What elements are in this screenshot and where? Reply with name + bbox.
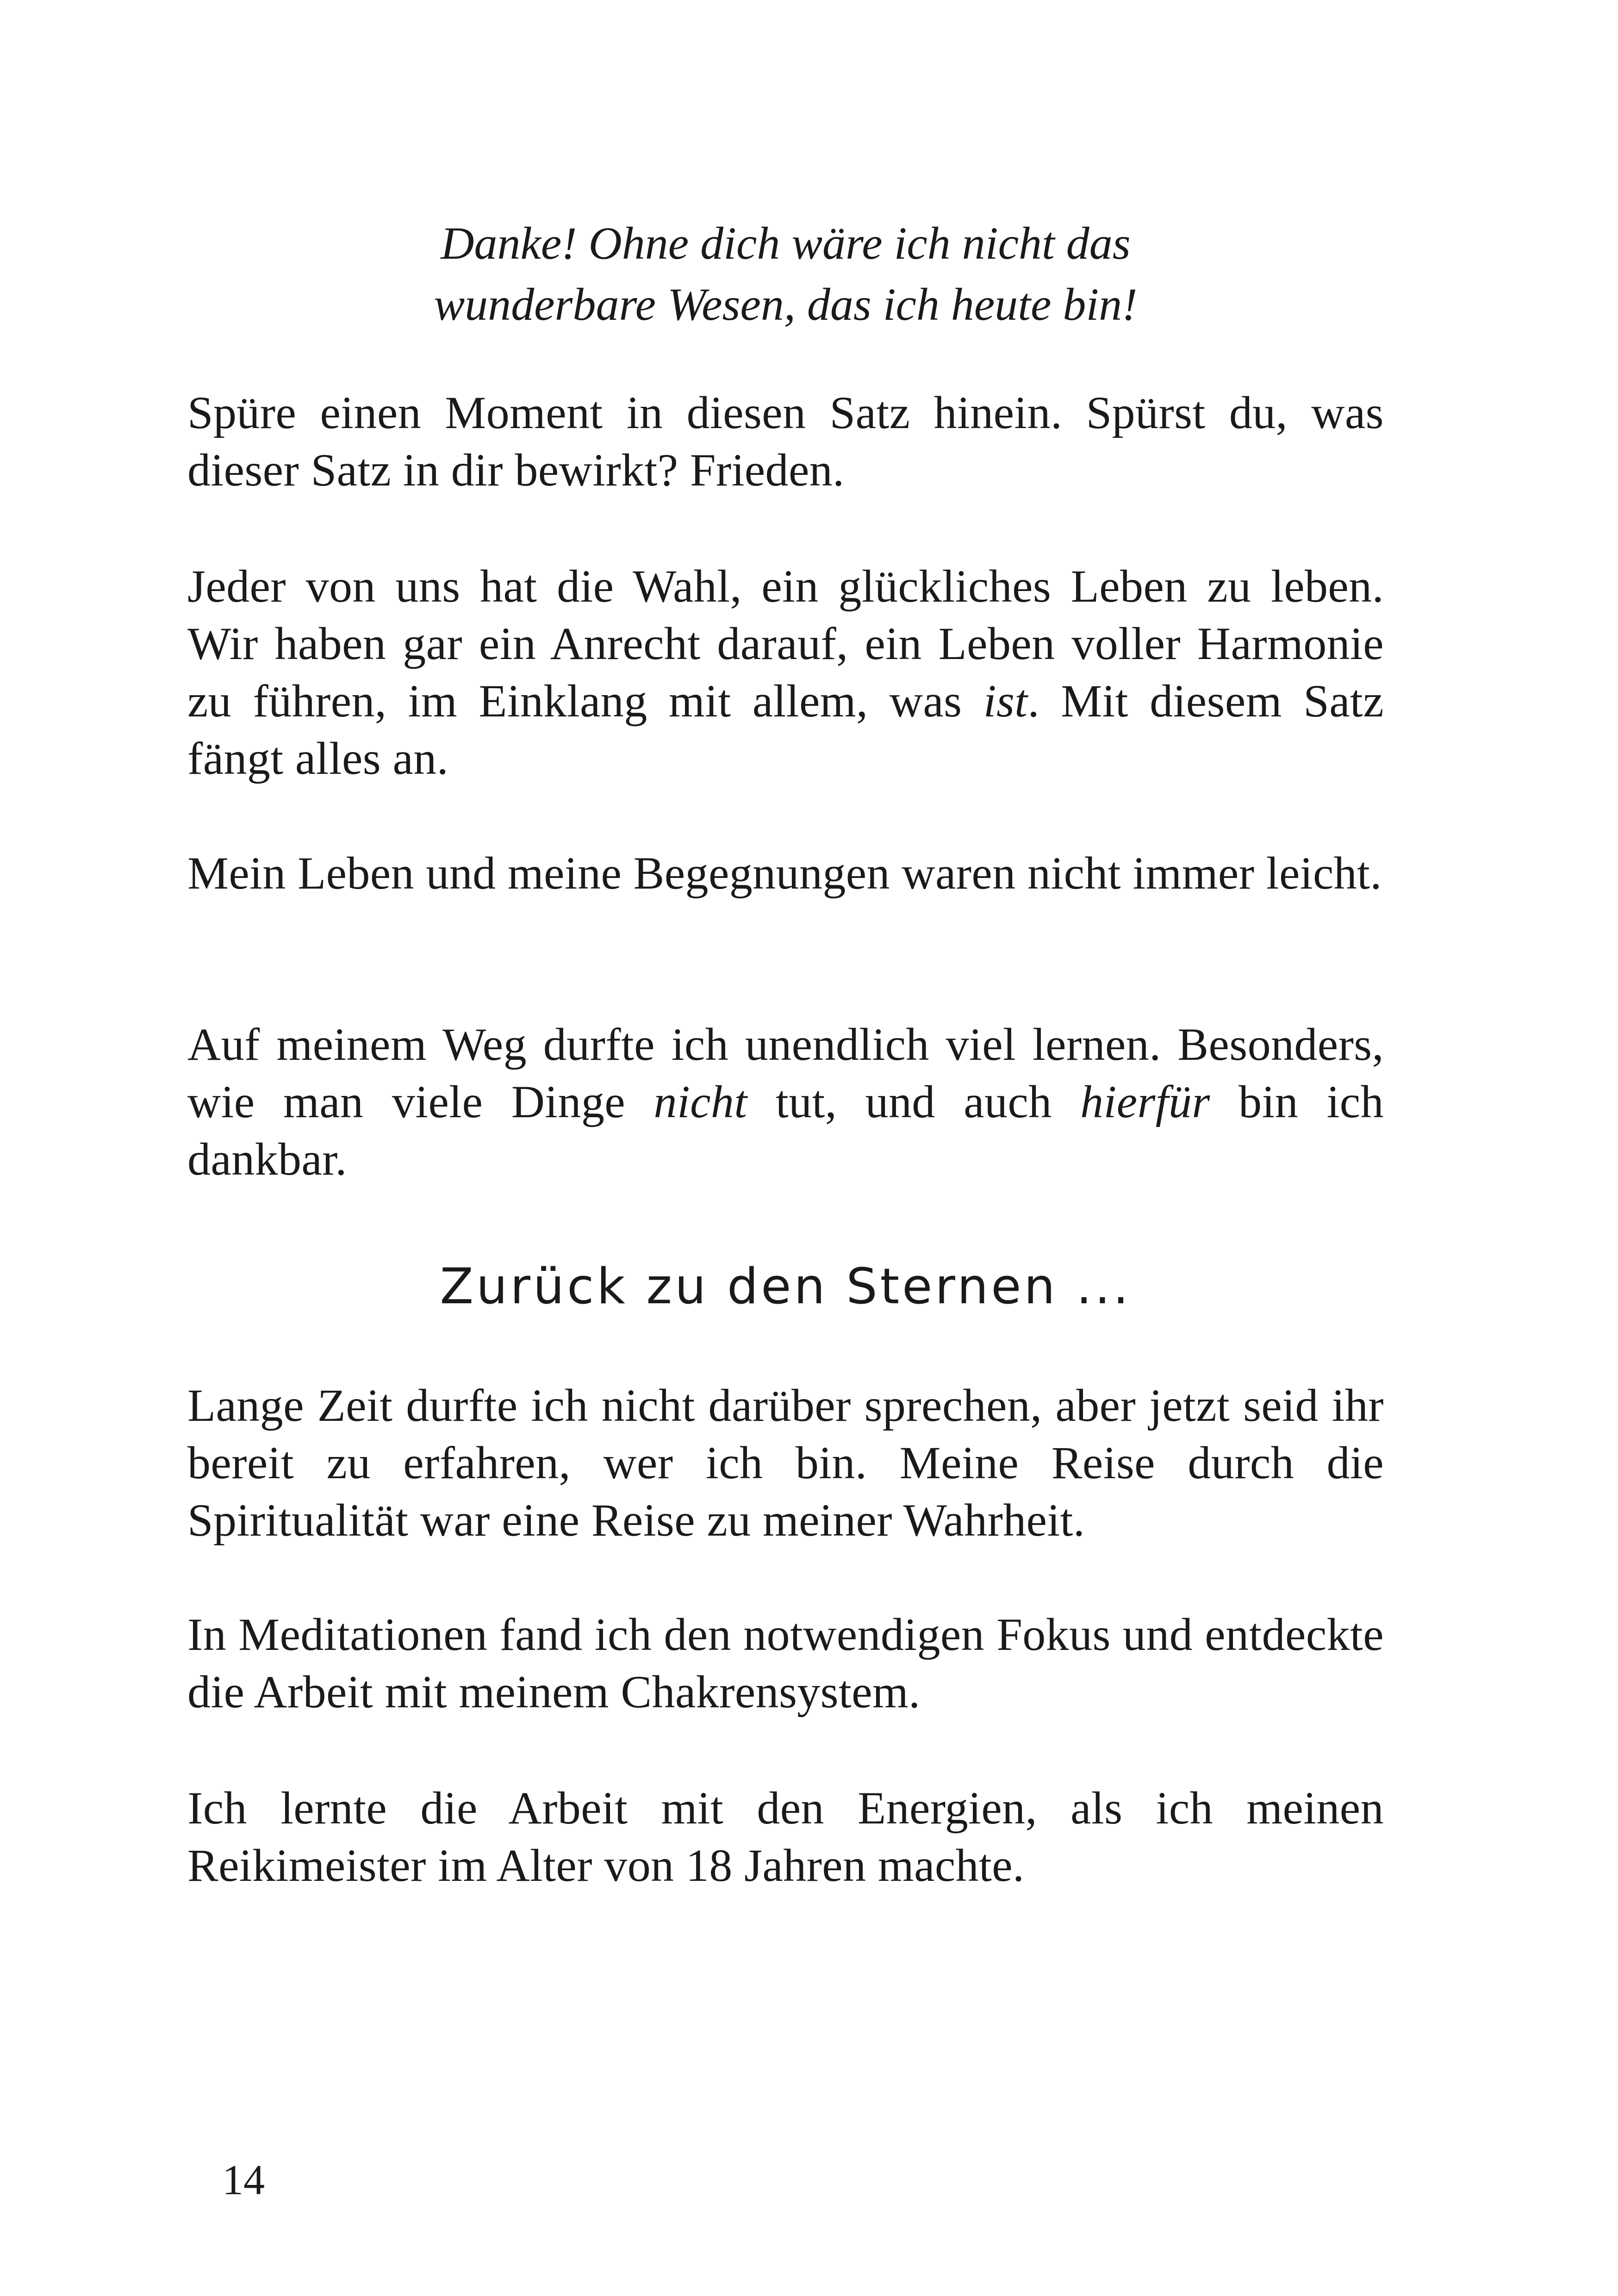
- quote-line-2: wunderbare Wesen, das ich heute bin!: [434, 279, 1138, 330]
- paragraph-2-emphasis: ist: [983, 675, 1028, 727]
- paragraph-6: In Meditationen fand ich den notwendigen Fokus und entdeckte die Arbeit mit meinem Chakrensystem.: [187, 1609, 1384, 1717]
- paragraph-2-text-b: . Mit diesem Satz fängt alles an.: [187, 675, 1384, 784]
- paragraph-4-emphasis-1: nicht: [653, 1076, 747, 1127]
- paragraph-5: Lange Zeit durfte ich nicht darüber sprechen, aber jetzt seid ihr bereit zu erfahren, wer ich bin. Meine Reise durch die Spiritualität war eine Reise zu meiner Wahrheit.: [187, 1380, 1384, 1546]
- quote-line-1: Danke! Ohne dich wäre ich nicht das: [441, 218, 1131, 269]
- page-number: 14: [222, 2156, 265, 2203]
- dedication-quote: [187, 213, 1384, 335]
- paragraph-2: [187, 558, 1384, 787]
- paragraph-3: Mein Leben und meine Begegnungen waren nicht immer leicht.: [187, 847, 1382, 899]
- paragraph-1: Spüre einen Moment in diesen Satz hinein. Spürst du, was dieser Satz in dir bewirkt? Frieden.: [187, 387, 1384, 496]
- paragraph-4: [187, 1016, 1384, 1188]
- paragraph-4-text-c: bin ich dankbar.: [187, 1076, 1384, 1185]
- paragraph-2-text-a: Jeder von uns hat die Wahl, ein glückliches Leben zu leben. Wir haben gar ein Anrecht darauf, ein Leben voller Harmonie zu führen, im Einklang mit allem, was: [187, 560, 1384, 727]
- paragraph-7: Ich lernte die Arbeit mit den Energien, als ich meinen Reikimeister im Alter von 18 Jahren machte.: [187, 1782, 1384, 1891]
- paragraph-4-text-a: Auf meinem Weg durfte ich unendlich viel lernen. Besonders, wie man viele Dinge: [187, 1019, 1384, 1127]
- paragraph-4-emphasis-2: hierfür: [1080, 1076, 1210, 1127]
- section-heading: Zurück zu den Sternen ...: [440, 1258, 1132, 1315]
- paragraph-4-text-b: tut, und auch: [747, 1076, 1081, 1127]
